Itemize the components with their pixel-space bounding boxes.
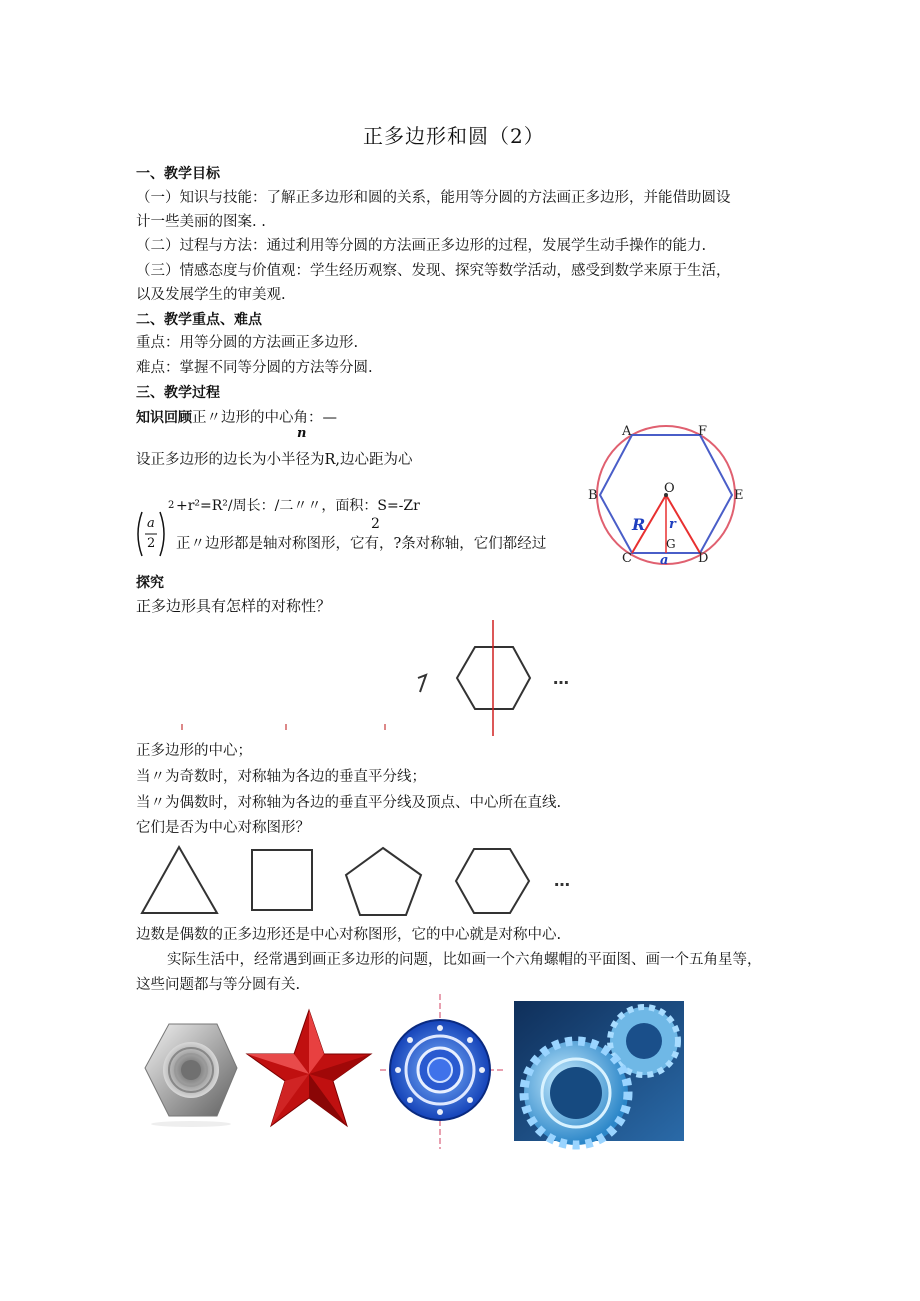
section-heading-keypoints: 二、教学重点、难点 — [136, 312, 262, 328]
review-label: 知识回顾 — [136, 410, 192, 426]
explore-label: 探究 — [136, 575, 164, 591]
tick-mark — [285, 724, 287, 730]
pentagon-shape — [346, 848, 421, 915]
odd-text: 当〃为奇数时，对称轴为各边的垂直平分线； — [136, 769, 426, 785]
review-line — [136, 408, 337, 428]
formula-denominator: 2 — [371, 516, 380, 532]
bearing-image — [380, 994, 505, 1149]
goal-process: （二）过程与方法：通过利用等分圆的方法画正多边形的过程，发展学生动手操作的能力. — [136, 238, 707, 254]
fraction-power: 2 — [168, 500, 175, 511]
fraction-numerator: a — [147, 516, 155, 531]
label-f-vertex: F — [698, 424, 708, 439]
center-text: 正多边形的中心； — [136, 743, 252, 759]
ellipsis-1: … — [553, 669, 569, 688]
symmetry-line: 正〃边形都是轴对称图形，它有，?条对称轴，它们都经过 — [176, 536, 547, 552]
label-d-vertex: D — [698, 551, 709, 566]
even-text: 当〃为偶数时，对称轴为各边的垂直平分线及顶点、中心所在直线. — [136, 795, 562, 811]
goal-knowledge-line2: 计一些美丽的图案. . — [136, 214, 266, 230]
difficult-point: 难点：掌握不同等分圆的方法等分圆. — [136, 360, 373, 376]
explore-question: 正多边形具有怎样的对称性？ — [136, 597, 332, 615]
ellipsis-2: … — [554, 871, 570, 890]
label-b-vertex: B — [588, 488, 598, 503]
review-text: 正〃边形的中心角：— — [192, 410, 337, 426]
hexagon-circle-diagram — [588, 420, 758, 570]
goal-knowledge-line1: （一）知识与技能：了解正多边形和圆的关系，能用等分圆的方法画正多边形，并能借助圆设 — [136, 190, 731, 206]
goal-attitude-line1: （三）情感态度与价值观：学生经历观察、发现、探究等数学活动，感受到数学来原于生活， — [136, 263, 731, 279]
label-o-center: O — [664, 481, 675, 496]
gears-image — [514, 1001, 684, 1141]
formula-line: +r²=R²/周长：/二〃〃，面积：S=-Zr — [176, 498, 420, 514]
label-g-midpoint: G — [666, 537, 676, 551]
review-n: n — [297, 426, 307, 441]
real-life-line1: 实际生活中，经常遇到画正多边形的问题，比如画一个六角螺帽的平面图、画一个五角星等， — [167, 952, 762, 968]
label-c-vertex: C — [622, 551, 632, 566]
goal-attitude-line2: 以及发展学生的审美观. — [136, 287, 286, 303]
tick-mark — [384, 724, 386, 730]
key-point: 重点：用等分圆的方法画正多边形. — [136, 335, 359, 351]
even-sides-conclusion: 边数是偶数的正多边形还是中心对称图形，它的中心就是对称中心. — [136, 927, 562, 943]
tick-mark — [181, 724, 183, 730]
hex-nut-image — [139, 1016, 239, 1126]
section-heading-process: 三、教学过程 — [136, 385, 220, 401]
symmetry-figure-row — [410, 620, 610, 740]
label-e-vertex: E — [734, 488, 744, 503]
partial-shape-fragment — [418, 675, 426, 692]
label-a-vertex: A — [622, 424, 632, 439]
section-heading-goals: 一、教学目标 — [136, 166, 220, 182]
polygons-row — [140, 843, 590, 923]
fraction-a-over-2 — [134, 510, 168, 558]
triangle-shape — [142, 847, 217, 913]
label-radius: R — [632, 515, 646, 534]
label-apothem: r — [669, 517, 676, 532]
red-star-image — [244, 1008, 374, 1130]
label-side: a — [660, 553, 669, 568]
hexagon-shape — [456, 849, 529, 913]
real-life-line2: 这些问题都与等分圆有关. — [136, 977, 301, 993]
fraction-denominator: 2 — [147, 536, 156, 551]
page-title: 正多边形和圆（2） — [363, 124, 545, 148]
square-shape — [252, 850, 312, 910]
define-line: 设正多边形的边长为小半径为R,边心距为心 — [136, 452, 413, 468]
central-symmetry-question: 它们是否为中心对称图形？ — [136, 820, 310, 836]
